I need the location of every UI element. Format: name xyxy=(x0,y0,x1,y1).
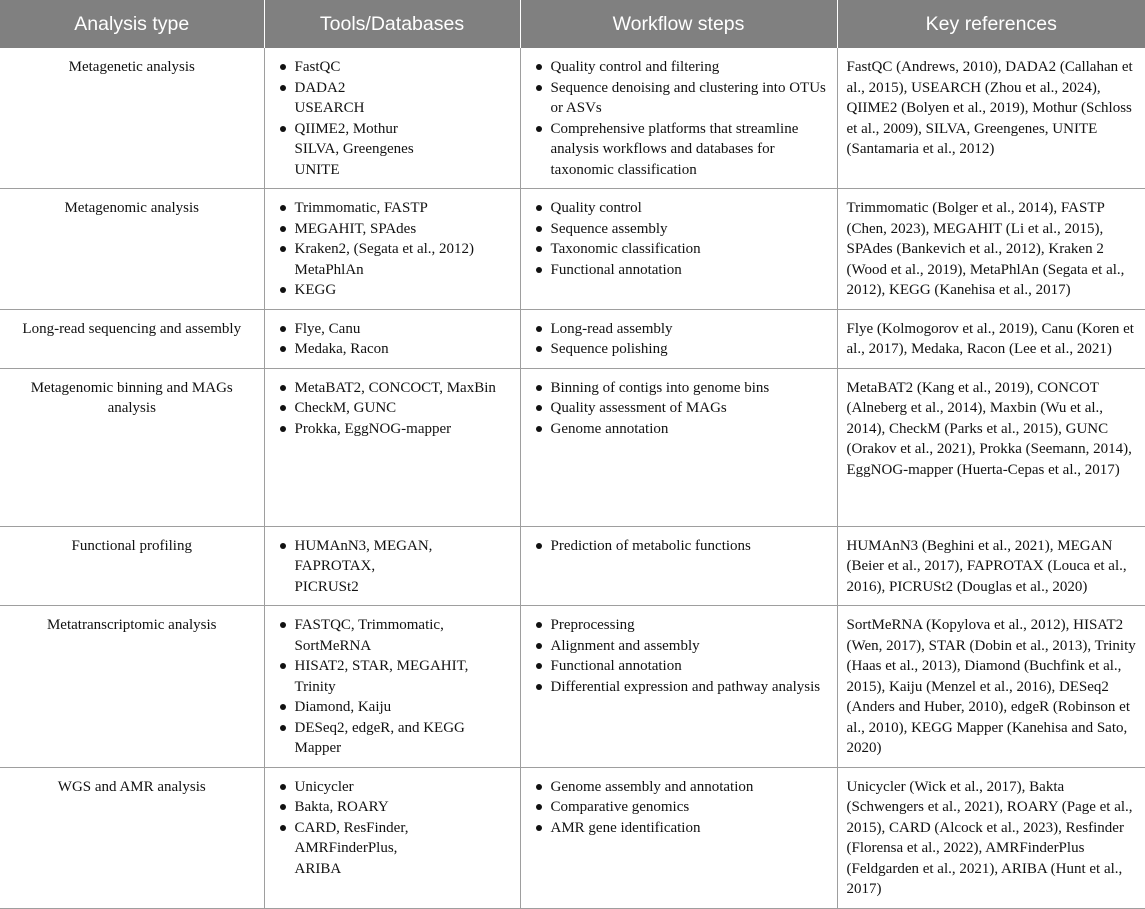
header-analysis-type: Analysis type xyxy=(0,0,264,48)
references-cell: Unicycler (Wick et al., 2017), Bakta (Schwengers et al., 2021), ROARY (Page et al., 2015), CARD (Alcock et al., 2023), Resfinder (Florensa et al., 2022), AMRFinderPlus (Feldgarden et al., 2021), ARIBA (Hunt et al., 2017) xyxy=(837,767,1145,908)
tool-item: Unicycler xyxy=(273,777,512,798)
table-row xyxy=(0,606,1145,768)
step-item: Quality assessment of MAGs xyxy=(529,398,829,419)
tool-item: FASTQC, Trimmomatic, xyxy=(273,615,512,636)
step-item: Preprocessing xyxy=(529,615,829,636)
step-item: Genome annotation xyxy=(529,419,829,440)
references-cell: HUMAnN3 (Beghini et al., 2021), MEGAN (Beier et al., 2017), FAPROTAX (Louca et al., 2016), PICRUSt2 (Douglas et al., 2020) xyxy=(837,526,1145,606)
step-item: Binning of contigs into genome bins xyxy=(529,378,829,399)
steps-cell xyxy=(520,526,837,606)
step-item: Sequence denoising and clustering into OTUs or ASVs xyxy=(529,78,829,119)
tool-item: MEGAHIT, SPAdes xyxy=(273,219,512,240)
tool-item: Diamond, Kaiju xyxy=(273,697,512,718)
references-cell: SortMeRNA (Kopylova et al., 2012), HISAT2 (Wen, 2017), STAR (Dobin et al., 2013), Trinity (Haas et al., 2013), Diamond (Buchfink et al., 2015), Kaiju (Menzel et al., 2016), DESeq2 (Anders and Huber, 2010), edgeR (Robinson et al., 2010), KEGG Mapper (Kanehisa and Sato, 2020) xyxy=(837,606,1145,768)
tool-continuation: Trinity xyxy=(294,678,336,695)
header-tools-databases: Tools/Databases xyxy=(264,0,520,48)
tool-item: QIIME2, Mothur xyxy=(273,119,512,140)
table-row xyxy=(0,48,1145,189)
step-item: Functional annotation xyxy=(529,656,829,677)
tool-item: Flye, Canu xyxy=(273,319,512,340)
step-item: Genome assembly and annotation xyxy=(529,777,829,798)
tools-cell xyxy=(264,189,520,310)
tools-cell xyxy=(264,48,520,189)
tool-item: CheckM, GUNC xyxy=(273,398,512,419)
references-cell: FastQC (Andrews, 2010), DADA2 (Callahan et al., 2015), USEARCH (Zhou et al., 2024), QIIME2 (Bolyen et al., 2019), Mothur (Schloss et al., 2009), SILVA, Greengenes, UNITE (Santamaria et al., 2012) xyxy=(837,48,1145,189)
step-item: Sequence polishing xyxy=(529,339,829,360)
analysis-type-cell: Long-read sequencing and assembly xyxy=(0,309,264,368)
tool-item: KEGG xyxy=(273,280,512,301)
table-row xyxy=(0,309,1145,368)
tool-continuation: USEARCH xyxy=(294,100,365,116)
references-cell: Flye (Kolmogorov et al., 2019), Canu (Koren et al., 2017), Medaka, Racon (Lee et al., 2021) xyxy=(837,309,1145,368)
steps-cell xyxy=(520,189,837,310)
tool-item: MetaBAT2, CONCOCT, MaxBin xyxy=(273,378,512,399)
tool-item: DADA2 xyxy=(273,78,512,99)
tool-item: Bakta, ROARY xyxy=(273,797,512,818)
tool-continuation: UNITE xyxy=(294,161,340,178)
steps-cell xyxy=(520,606,837,768)
step-item: Taxonomic classification xyxy=(529,239,829,260)
analysis-type-cell: Metagenomic binning and MAGs analysis xyxy=(0,368,264,526)
table-row xyxy=(0,189,1145,310)
tool-item: FastQC xyxy=(273,57,512,78)
tool-item: Medaka, Racon xyxy=(273,339,512,360)
references-cell: Trimmomatic (Bolger et al., 2014), FASTP (Chen, 2023), MEGAHIT (Li et al., 2015), SPAdes (Bankevich et al., 2012), Kraken 2 (Wood et al., 2019), MetaPhlAn (Segata et al., 2012), KEGG (Kanehisa et al., 2017) xyxy=(837,189,1145,310)
tools-cell xyxy=(264,368,520,526)
step-item: AMR gene identification xyxy=(529,818,829,839)
tool-item: CARD, ResFinder, xyxy=(273,818,512,839)
analysis-type-cell: Functional profiling xyxy=(0,526,264,606)
step-item: Long-read assembly xyxy=(529,319,829,340)
step-item: Quality control xyxy=(529,198,829,219)
analysis-type-cell: Metagenetic analysis xyxy=(0,48,264,189)
tool-item: HUMAnN3, MEGAN, xyxy=(273,536,512,557)
tool-continuation: PICRUSt2 xyxy=(294,578,359,595)
tool-continuation: AMRFinderPlus, xyxy=(294,840,398,856)
tool-item: HISAT2, STAR, MEGAHIT, xyxy=(273,656,512,677)
step-item: Comparative genomics xyxy=(529,797,829,818)
analysis-type-cell: WGS and AMR analysis xyxy=(0,767,264,908)
step-item: Comprehensive platforms that streamline analysis workflows and databases for taxonomic classification xyxy=(529,119,829,181)
step-item: Differential expression and pathway analysis xyxy=(529,677,829,698)
steps-cell xyxy=(520,368,837,526)
tool-continuation: MetaPhlAn xyxy=(294,261,364,278)
header-row xyxy=(0,0,1145,48)
step-item: Functional annotation xyxy=(529,260,829,281)
table-row xyxy=(0,368,1145,526)
steps-cell xyxy=(520,48,837,189)
tool-continuation: SILVA, Greengenes xyxy=(294,141,414,157)
steps-cell xyxy=(520,309,837,368)
tools-cell xyxy=(264,606,520,768)
tools-cell xyxy=(264,309,520,368)
tool-item: Kraken2, (Segata et al., 2012) xyxy=(273,239,512,260)
steps-cell xyxy=(520,767,837,908)
tool-continuation: ARIBA xyxy=(294,860,342,877)
tool-item: DESeq2, edgeR, and KEGG xyxy=(273,718,512,739)
tool-continuation: SortMeRNA xyxy=(294,637,372,654)
tool-item: Trimmomatic, FASTP xyxy=(273,198,512,219)
step-item: Prediction of metabolic functions xyxy=(529,536,829,557)
step-item: Sequence assembly xyxy=(529,219,829,240)
analysis-type-cell: Metagenomic analysis xyxy=(0,189,264,310)
tool-continuation: Mapper xyxy=(294,740,342,756)
tool-item: Prokka, EggNOG-mapper xyxy=(273,419,512,440)
header-key-references: Key references xyxy=(837,0,1145,48)
tool-continuation: FAPROTAX, xyxy=(294,558,376,574)
analysis-type-cell: Metatranscriptomic analysis xyxy=(0,606,264,768)
table-row xyxy=(0,767,1145,908)
references-cell: MetaBAT2 (Kang et al., 2019), CONCOT (Alneberg et al., 2014), Maxbin (Wu et al., 2014), CheckM (Parks et al., 2015), GUNC (Orakov et al., 2021), Prokka (Seemann, 2014), EggNOG-mapper (Huerta-Cepas et al., 2017) xyxy=(837,368,1145,526)
step-item: Quality control and filtering xyxy=(529,57,829,78)
table-row xyxy=(0,526,1145,606)
tools-cell xyxy=(264,526,520,606)
header-workflow-steps: Workflow steps xyxy=(520,0,837,48)
step-item: Alignment and assembly xyxy=(529,636,829,657)
tools-cell xyxy=(264,767,520,908)
